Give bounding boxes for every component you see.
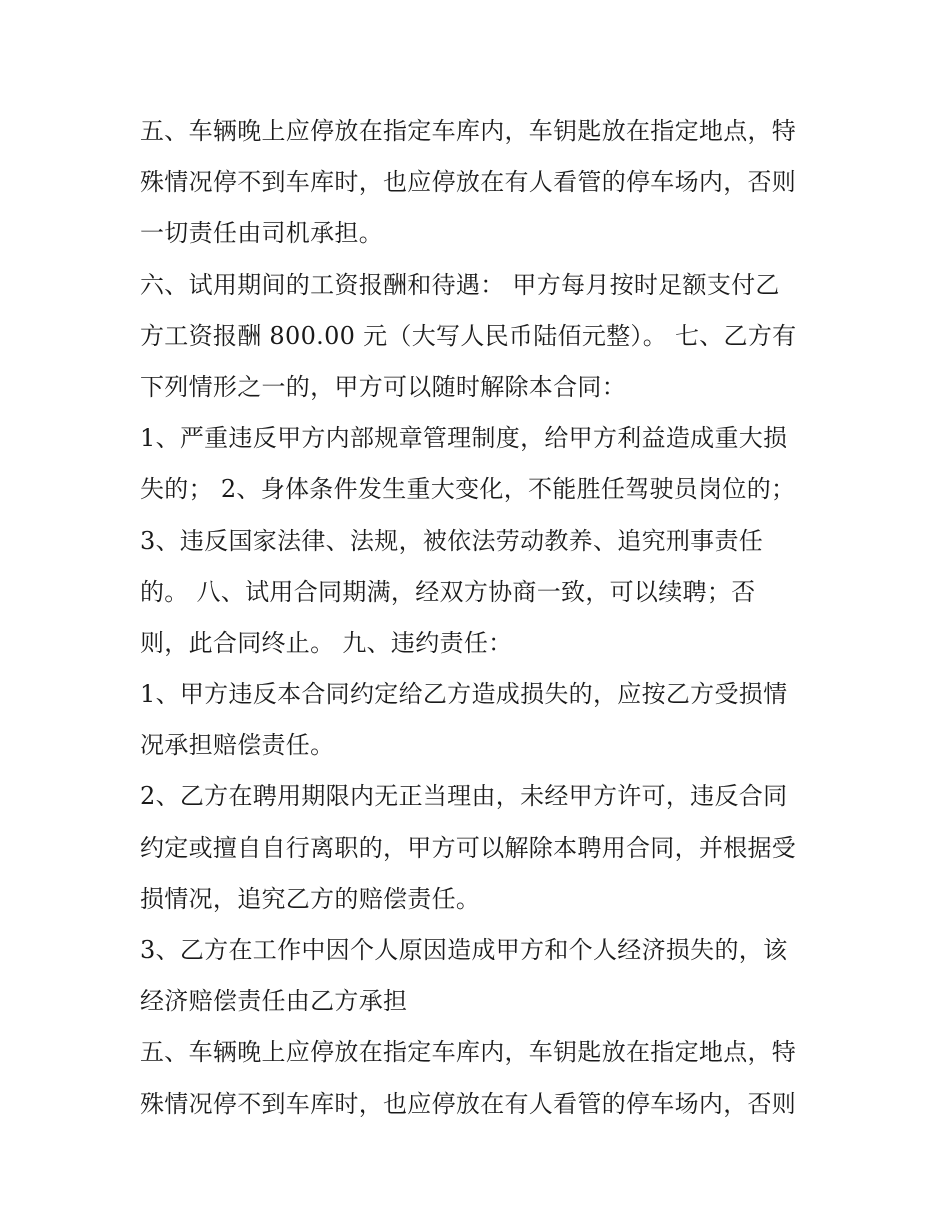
text-line: 下列情形之一的，甲方可以随时解除本合同： — [140, 372, 626, 401]
text-line: 的。 八、试用合同期满，经双方协商一致，可以续聘；否 — [140, 577, 756, 606]
text-line: 一切责任由司机承担。 — [140, 219, 383, 248]
text-line: 2、乙方在聘用期限内无正当理由，未经甲方许可，违反合同 — [140, 782, 788, 811]
text-line: 五、车辆晚上应停放在指定车库内，车钥匙放在指定地点，特 — [140, 1038, 797, 1067]
text-line: 况承担赔偿责任。 — [140, 731, 335, 760]
text-line: 殊情况停不到车库时，也应停放在有人看管的停车场内，否则 — [140, 1089, 797, 1118]
text-line: 1、严重违反甲方内部规章管理制度，给甲方利益造成重大损 — [140, 424, 788, 453]
text-line: 3、违反国家法律、法规，被依法劳动教养、追究刑事责任 — [140, 526, 764, 555]
text-line: 损情况，追究乙方的赔偿责任。 — [140, 884, 481, 913]
text-line: 则，此合同终止。 九、违约责任： — [140, 628, 513, 657]
text-line: 六、试用期间的工资报酬和待遇： 甲方每月按时足额支付乙 — [140, 270, 780, 299]
text-line: 3、乙方在工作中因个人原因造成甲方和个人经济损失的，该 — [140, 936, 788, 964]
text-line: 失的； 2、身体条件发生重大变化，不能胜任驾驶员岗位的； — [140, 475, 796, 504]
text-line: 方工资报酬 800.00 元（大写人民币陆佰元整）。 七、乙方有 — [140, 321, 797, 350]
text-line: 1、甲方违反本合同约定给乙方造成损失的，应按乙方受损情 — [140, 680, 788, 709]
text-line: 约定或擅自自行离职的，甲方可以解除本聘用合同，并根据受 — [140, 833, 797, 862]
text-line: 殊情况停不到车库时，也应停放在有人看管的停车场内，否则 — [140, 168, 797, 197]
document-body — [140, 106, 820, 1130]
text-line: 五、车辆晚上应停放在指定车库内，车钥匙放在指定地点，特 — [140, 117, 797, 145]
text-line: 经济赔偿责任由乙方承担 — [140, 987, 408, 1016]
